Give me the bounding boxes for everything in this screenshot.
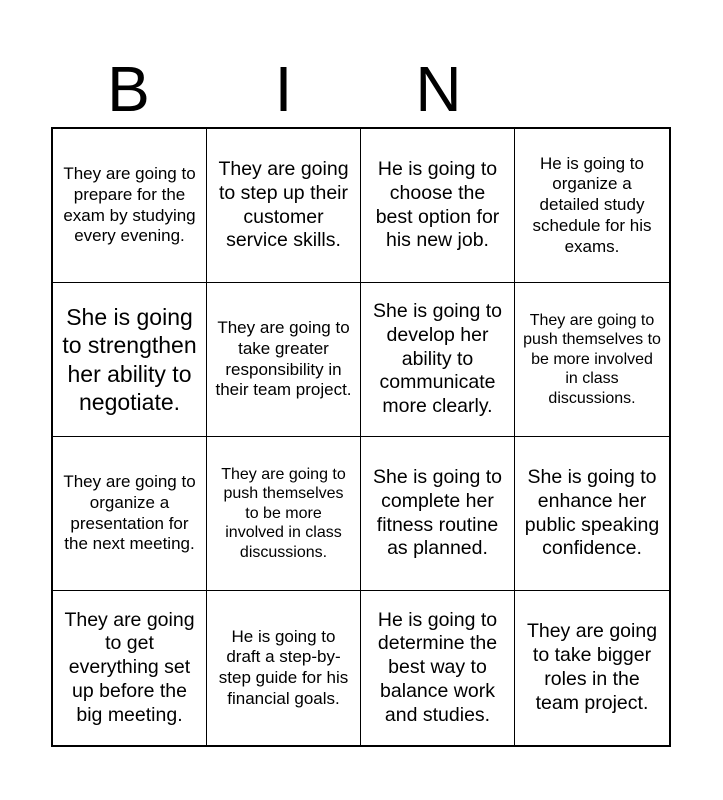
bingo-cell-text: They are going to push themselves to be more involved in class discussions. [221, 465, 346, 561]
bingo-cell-text: He is going to determine the best way to balance work and studies. [377, 608, 498, 726]
bingo-cell-text: She is going to develop her ability to communicate more clearly. [372, 300, 502, 418]
bingo-cell[interactable] [361, 437, 515, 591]
bingo-cell[interactable] [361, 283, 515, 437]
bingo-cell[interactable] [53, 283, 207, 437]
bingo-header [51, 50, 671, 128]
bingo-cell-text: She is going to strengthen her ability to negotiate. [62, 304, 197, 415]
bingo-cell-text: She is going to enhance her public speaking confidence. [524, 465, 660, 560]
bingo-cell-text: They are going to take bigger roles in the team project. [526, 620, 658, 714]
bingo-cell[interactable] [207, 283, 361, 437]
bingo-cell[interactable] [207, 591, 361, 745]
bingo-cell-text: They are going to step up their customer service skills. [218, 157, 349, 252]
bingo-cell-text: They are going to get everything set up before the big meeting. [64, 608, 195, 726]
bingo-cell-text: They are going to prepare for the exam by studying every evening. [63, 164, 196, 246]
bingo-cell-text: He is going to choose the best option for his new job. [375, 157, 500, 252]
bingo-cell[interactable] [515, 129, 669, 283]
bingo-cell[interactable] [515, 437, 669, 591]
bingo-board [51, 127, 671, 747]
bingo-cell[interactable] [207, 129, 361, 283]
bingo-cell-text: They are going to take greater responsibility in their team project. [215, 318, 352, 400]
bingo-cell[interactable] [53, 591, 207, 745]
bingo-cell-text: He is going to draft a step-by-step guide for his financial goals. [218, 626, 349, 708]
bingo-cell-text: She is going to complete her fitness routine as planned. [372, 465, 502, 560]
bingo-cell[interactable] [53, 437, 207, 591]
bingo-cell[interactable] [515, 591, 669, 745]
bingo-cell[interactable] [361, 591, 515, 745]
bingo-cell-text: He is going to organize a detailed study schedule for his exams. [532, 153, 652, 256]
bingo-cell[interactable] [207, 437, 361, 591]
bingo-cell[interactable] [361, 129, 515, 283]
header-letter-b: B [107, 53, 150, 125]
bingo-cell[interactable] [53, 129, 207, 283]
bingo-cell-text: They are going to push themselves to be more involved in class discussions. [523, 311, 661, 407]
header-letter-n: N [415, 53, 462, 125]
bingo-cell[interactable] [515, 283, 669, 437]
bingo-cell-text: They are going to organize a presentation for the next meeting. [63, 472, 196, 554]
header-letter-i: I [274, 53, 293, 125]
